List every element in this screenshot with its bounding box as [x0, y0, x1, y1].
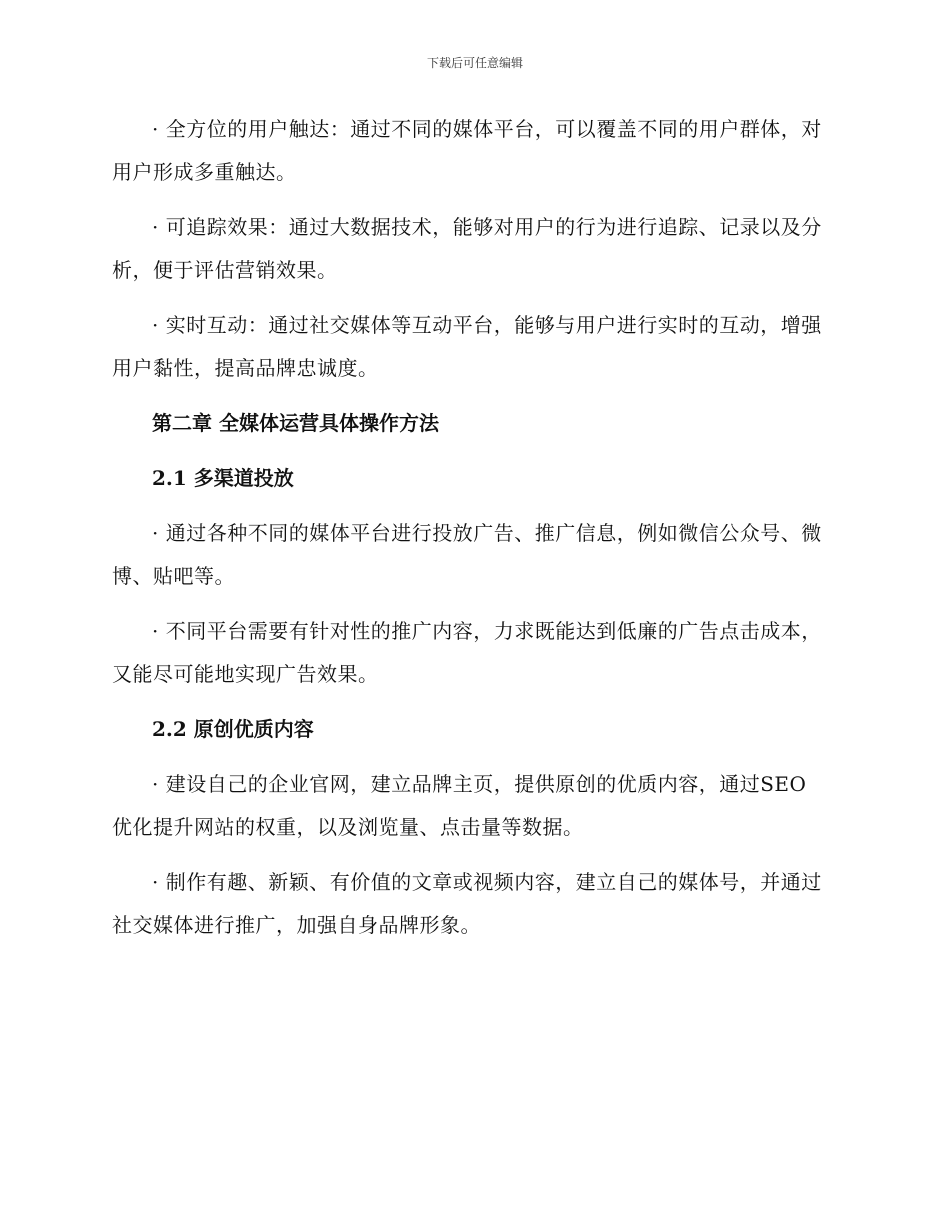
document-body [112, 108, 824, 959]
bullet-paragraph-trackable-effect: · 可追踪效果：通过大数据技术，能够对用户的行为进行追踪、记录以及分析，便于评估营销效果。 [112, 215, 822, 282]
bullet-paragraph-content-creation: · 制作有趣、新颖、有价值的文章或视频内容，建立自己的媒体号，并通过社交媒体进行推广，加强自身品牌形象。 [112, 870, 822, 937]
bullet-paragraph-official-site: · 建设自己的企业官网，建立品牌主页，提供原创的优质内容，通过SEO 优化提升网站的权重，以及浏览量、点击量等数据。 [112, 772, 807, 839]
chapter-heading: 第二章 全媒体运营具体操作方法 [152, 411, 439, 435]
section-heading-2-1: 2.1 多渠道投放 [152, 466, 294, 490]
section-heading-2-2: 2.2 原创优质内容 [152, 717, 314, 741]
bullet-paragraph-user-reach: · 全方位的用户触达：通过不同的媒体平台，可以覆盖不同的用户群体，对用户形成多重触达。 [112, 117, 822, 184]
bullet-paragraph-realtime-interaction: · 实时互动：通过社交媒体等互动平台，能够与用户进行实时的互动，增强用户黏性，提高品牌忠诚度。 [112, 313, 822, 380]
page-header-note: 下载后可任意编辑 [426, 56, 523, 70]
bullet-paragraph-targeted-content: · 不同平台需要有针对性的推广内容，力求既能达到低廉的广告点击成本，又能尽可能地实现广告效果。 [112, 619, 822, 686]
bullet-paragraph-multichannel: · 通过各种不同的媒体平台进行投放广告、推广信息，例如微信公众号、微博、贴吧等。 [112, 521, 822, 588]
